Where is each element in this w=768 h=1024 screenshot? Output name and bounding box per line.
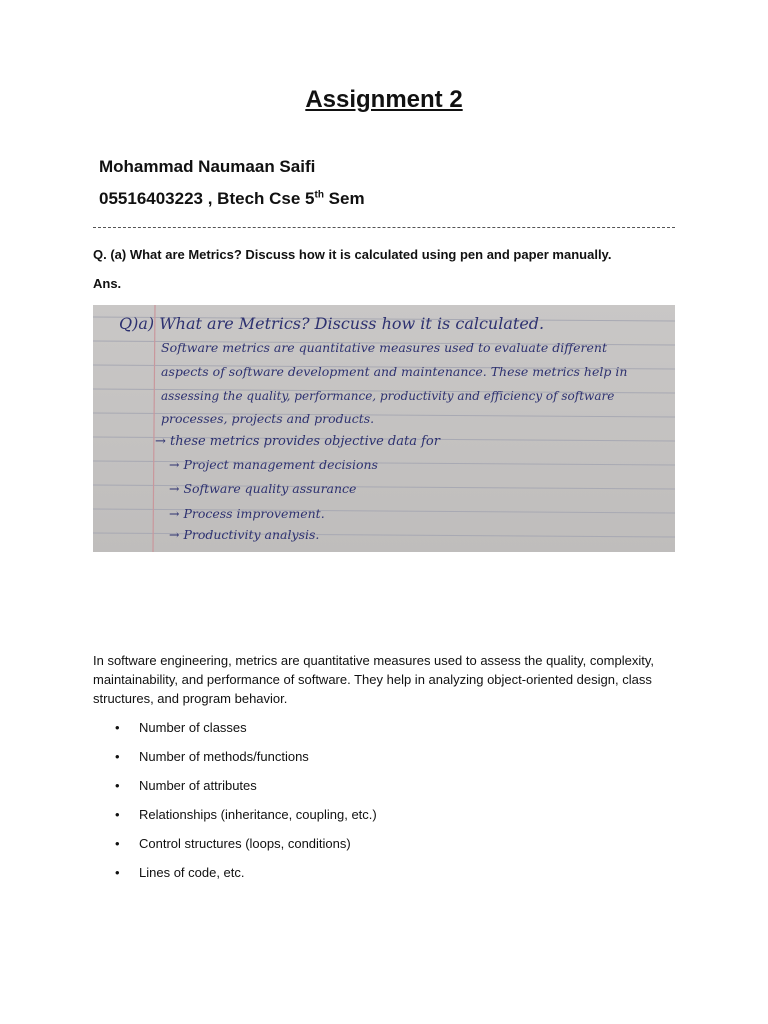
list-item bbox=[93, 834, 653, 863]
list-item-text: Number of classes bbox=[139, 720, 247, 735]
list-item-text: Lines of code, etc. bbox=[139, 865, 245, 880]
roll-number-course: 05516403223 , Btech Cse 5 bbox=[99, 189, 315, 208]
list-item-text: Number of attributes bbox=[139, 778, 257, 793]
notes-line-9: → Process improvement. bbox=[169, 506, 325, 521]
bullet-icon: • bbox=[115, 720, 120, 735]
author-name: Mohammad Naumaan Saifi bbox=[99, 157, 316, 176]
bullet-icon: • bbox=[115, 749, 120, 764]
list-item bbox=[93, 805, 653, 834]
notes-line-1: Q)a) What are Metrics? Discuss how it is calculated. bbox=[119, 314, 545, 333]
ordinal-suffix: th bbox=[314, 189, 324, 201]
notes-line-7: → Project management decisions bbox=[169, 457, 378, 472]
list-item bbox=[93, 747, 653, 776]
notes-line-4: assessing the quality, performance, productivity and efficiency of software bbox=[161, 389, 615, 403]
notes-line-2: Software metrics are quantitative measures used to evaluate different bbox=[161, 340, 607, 355]
notes-line-6: → these metrics provides objective data for bbox=[155, 434, 440, 449]
student-details bbox=[99, 189, 365, 209]
bullet-icon: • bbox=[115, 865, 120, 880]
metrics-list bbox=[93, 718, 653, 892]
notes-line-5: processes, projects and products. bbox=[161, 411, 375, 426]
list-item-text: Control structures (loops, conditions) bbox=[139, 836, 351, 851]
notebook-paper-lines bbox=[93, 305, 675, 552]
answer-label: Ans. bbox=[93, 276, 122, 291]
list-item bbox=[93, 718, 653, 747]
notes-line-3: aspects of software development and maintenance. These metrics help in bbox=[161, 364, 628, 379]
list-item bbox=[93, 776, 653, 805]
page-title: Assignment 2 bbox=[305, 86, 463, 113]
list-item-text: Number of methods/functions bbox=[139, 749, 309, 764]
bullet-icon: • bbox=[115, 778, 120, 793]
handwritten-notes-photo bbox=[93, 305, 675, 552]
bullet-icon: • bbox=[115, 836, 120, 851]
notes-line-10: → Productivity analysis. bbox=[169, 527, 320, 542]
list-item-text: Relationships (inheritance, coupling, etc.) bbox=[139, 807, 377, 822]
list-item bbox=[93, 863, 653, 892]
dashed-divider bbox=[93, 227, 675, 228]
notes-line-8: → Software quality assurance bbox=[169, 481, 357, 496]
bullet-icon: • bbox=[115, 807, 120, 822]
explanation-paragraph: In software engineering, metrics are quantitative measures used to assess the quality, complexity, maintainability, and performance of software. They help in analyzing object-oriented design, class structures, and program behavior. bbox=[93, 653, 654, 706]
semester-label: Sem bbox=[323, 189, 365, 208]
question-text: Q. (a) What are Metrics? Discuss how it is calculated using pen and paper manually. bbox=[93, 247, 612, 262]
